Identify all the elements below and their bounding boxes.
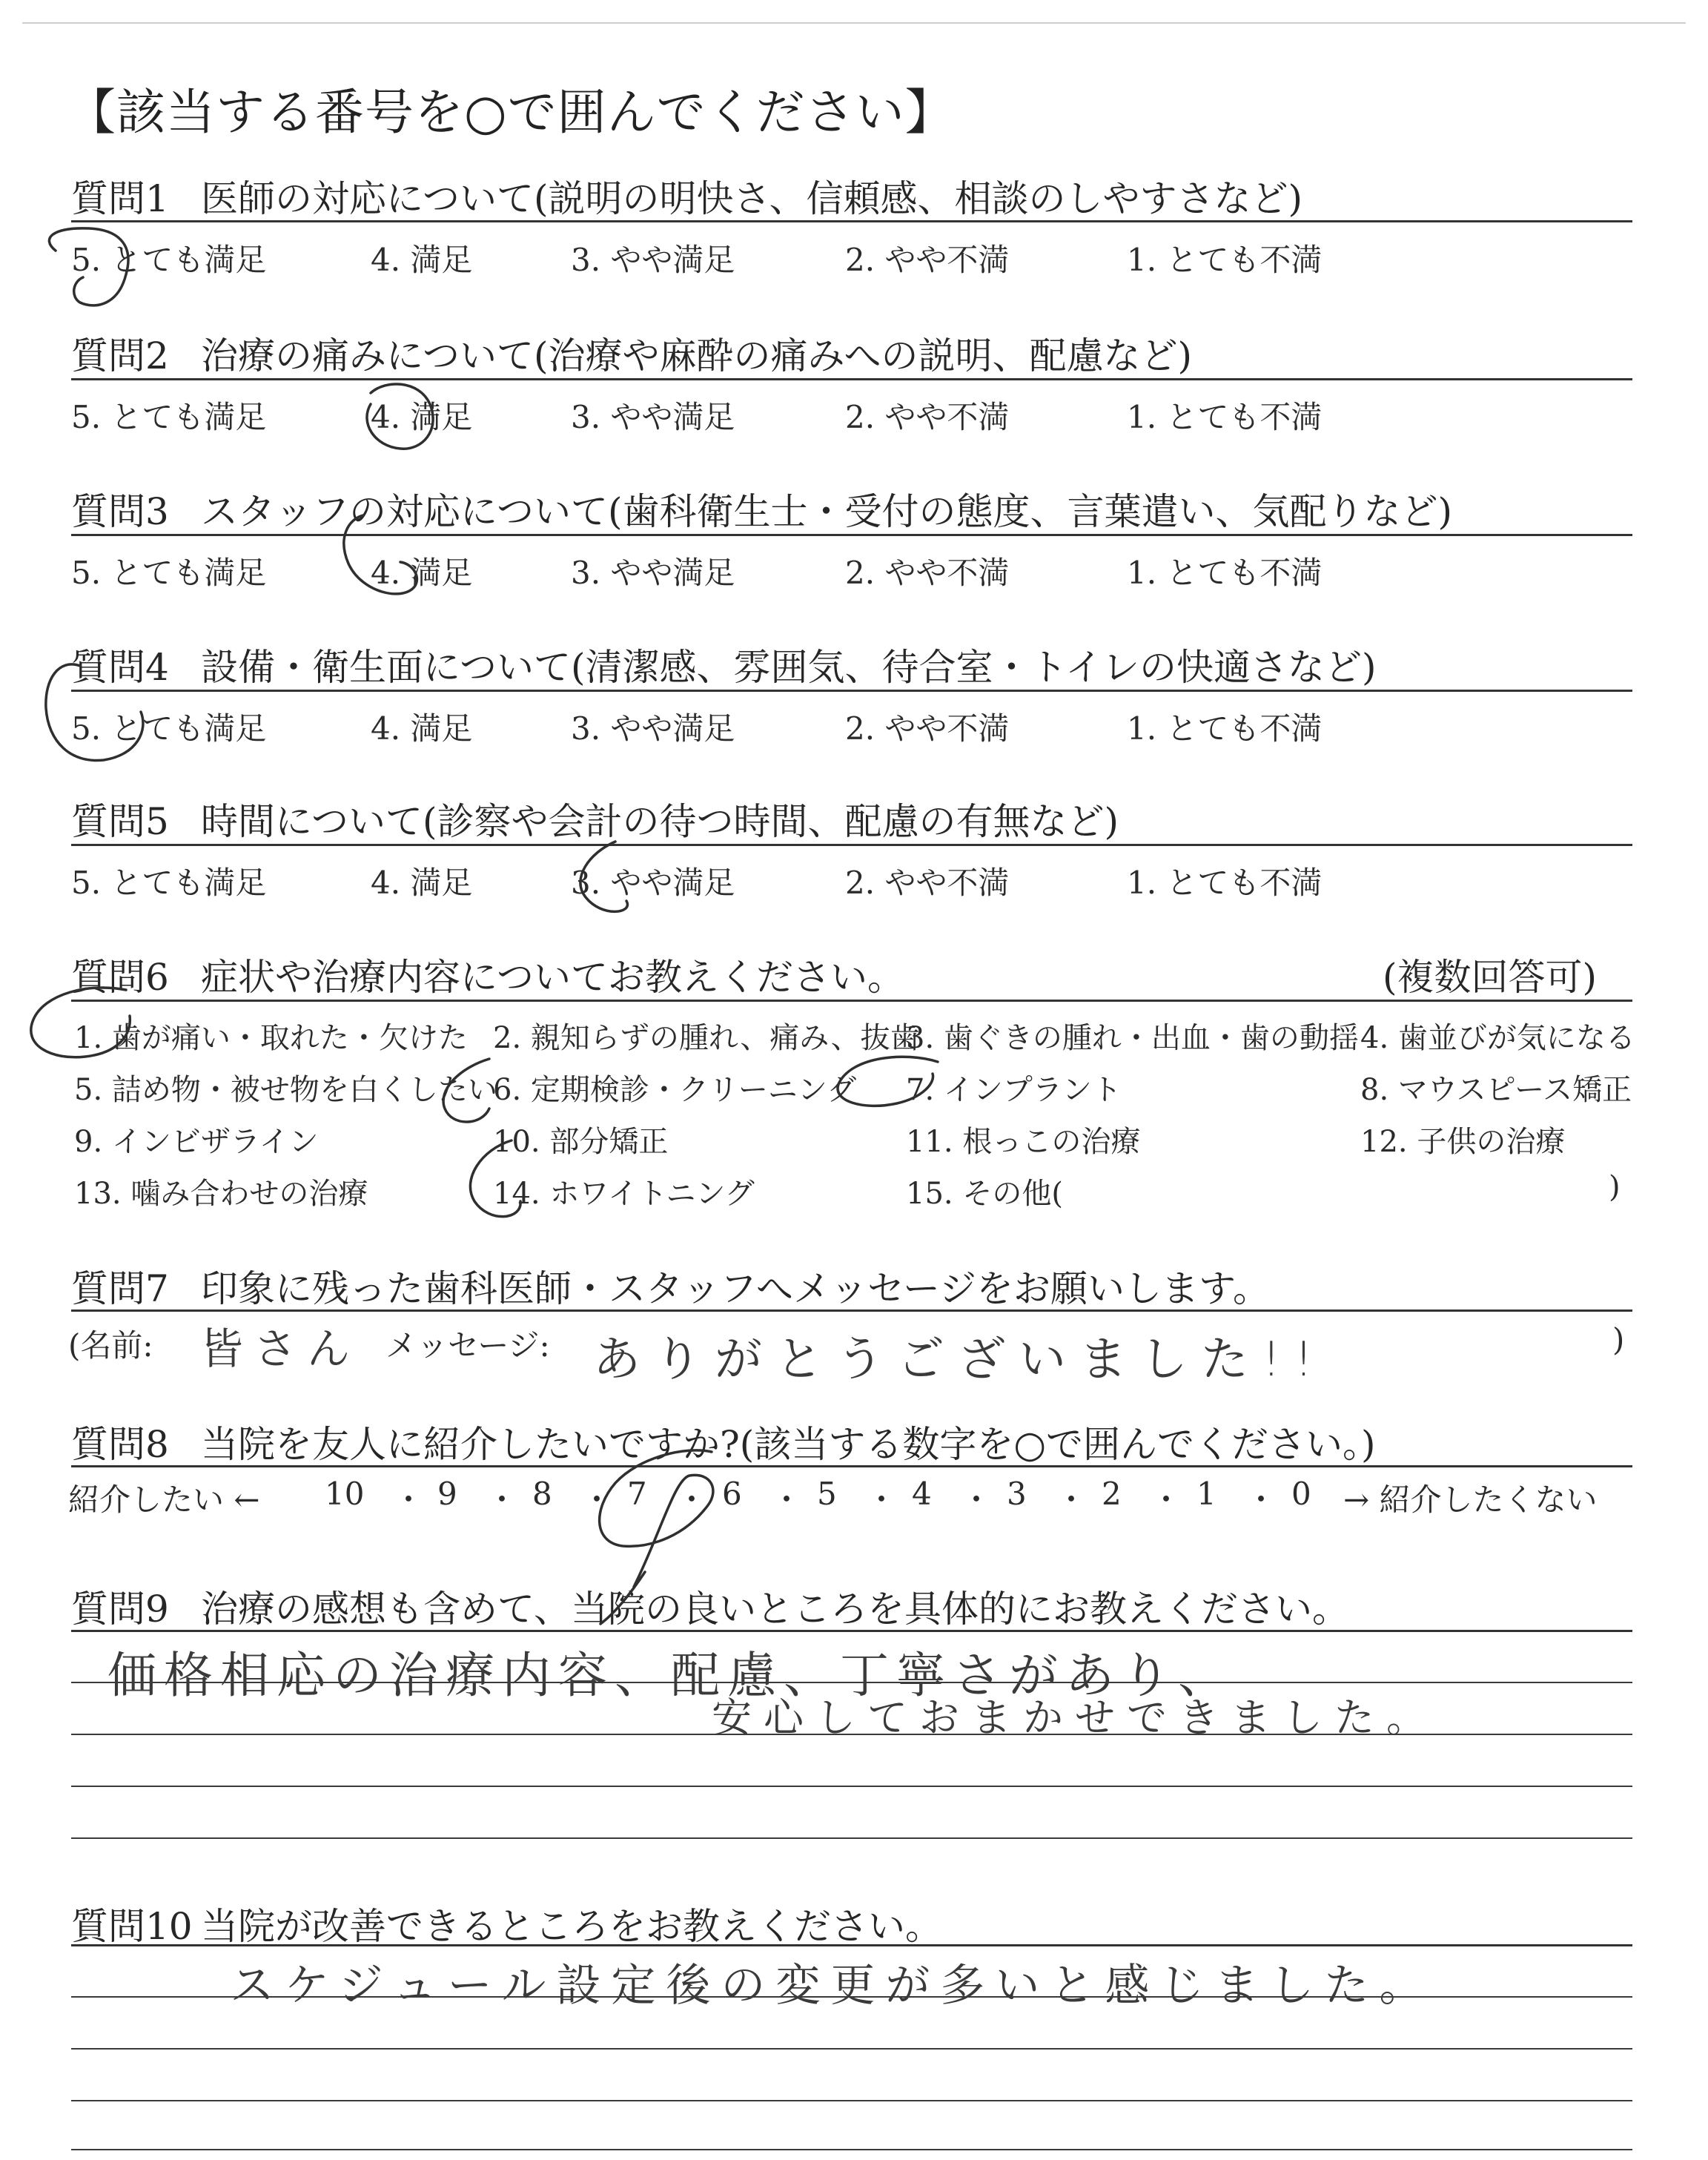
q2-option-3[interactable]: 3. やや満足 [571,399,735,435]
scale-dot: ・ [1245,1482,1277,1518]
question-text: 医師の対応について(説明の明快さ、信頼感、相談のしやすさなど) [201,177,1303,220]
question-9-heading [71,1579,1349,1633]
q5-option-2[interactable]: 2. やや不満 [845,865,1010,901]
q2-option-2[interactable]: 2. やや不満 [845,399,1010,435]
scale-0[interactable]: 0 [1291,1476,1311,1512]
scale-7[interactable]: 7 [627,1476,647,1512]
question-rule [71,378,1632,380]
q1-option-1[interactable]: 1. とても不満 [1127,242,1323,278]
message-close-paren: ) [1612,1321,1625,1358]
q9-handwritten-answer-line1[interactable]: 価格相応の治療内容、配慮、丁寧さがあり、 [107,1647,1234,1704]
recommend-left-label: 紹介したい ← [68,1482,260,1518]
question-2-heading [71,326,1192,380]
q6-item-11[interactable]: 11. 根っこの治療 [906,1125,1141,1159]
answer-line [71,1837,1632,1839]
question-8-heading [71,1415,1375,1468]
answer-line [71,2149,1632,2150]
q10-handwritten-answer-line1[interactable]: スケジュール設定後の変更が多いと感じました。 [230,1960,1434,2012]
scale-dot: ・ [676,1482,708,1518]
q4-option-5[interactable]: 5. とても満足 [71,710,267,747]
question-text: 時間について(診察や会計の待つ時間、配慮の有無など) [201,800,1119,843]
question-rule [71,690,1632,692]
scale-4[interactable]: 4 [912,1476,932,1512]
question-text: スタッフの対応について(歯科衛生士・受付の態度、言葉遣い、気配りなど) [201,490,1453,533]
question-rule [71,1944,1632,1946]
scale-2[interactable]: 2 [1102,1476,1122,1512]
question-5-heading [71,792,1119,845]
scale-dot: ・ [393,1482,425,1518]
scale-6[interactable]: 6 [722,1476,742,1512]
question-number: 質問1 [71,177,169,220]
question-10-heading [71,1897,942,1950]
question-rule [71,1000,1632,1002]
name-label: (名前: [68,1327,153,1364]
q3-option-3[interactable]: 3. やや満足 [571,555,735,591]
q6-item-8[interactable]: 8. マウスピース矯正 [1360,1073,1632,1107]
question-number: 質問7 [71,1267,169,1310]
q5-option-3[interactable]: 3. やや満足 [571,865,735,901]
scale-5[interactable]: 5 [817,1476,837,1512]
q5-option-5[interactable]: 5. とても満足 [71,865,267,901]
scale-3[interactable]: 3 [1007,1476,1027,1512]
message-handwritten-answer[interactable]: ありがとうございました!! [593,1332,1327,1387]
question-1-heading [71,169,1302,222]
question-number: 質問3 [71,490,169,533]
question-6-heading [71,948,904,1001]
q6-item-3[interactable]: 3. 歯ぐきの腫れ・出血・歯の動揺 [906,1021,1359,1055]
q6-item-2[interactable]: 2. 親知らずの腫れ、痛み、抜歯 [493,1021,920,1055]
q6-item-4[interactable]: 4. 歯並びが気になる [1360,1021,1635,1055]
question-text: 治療の感想も含めて、当院の良いところを具体的にお教えください。 [201,1588,1349,1631]
question-4-heading [71,638,1377,691]
q5-option-4[interactable]: 4. 満足 [371,865,473,901]
question-7-heading [71,1259,1270,1312]
q2-option-1[interactable]: 1. とても不満 [1127,399,1323,435]
instruction-header: 【該当する番号を○で囲んでください】 [67,84,955,141]
question-number: 質問6 [71,956,169,999]
question-rule [71,1630,1632,1632]
q6-item-1[interactable]: 1. 歯が痛い・取れた・欠けた [74,1021,468,1055]
question-number: 質問10 [71,1905,193,1948]
scale-1[interactable]: 1 [1196,1476,1217,1512]
q3-option-4[interactable]: 4. 満足 [371,555,473,591]
q1-option-5[interactable]: 5. とても満足 [71,242,267,278]
question-number: 質問9 [71,1588,169,1631]
q1-option-3[interactable]: 3. やや満足 [571,242,735,278]
q6-item-10[interactable]: 10. 部分矯正 [493,1125,669,1159]
scale-dot: ・ [581,1482,613,1518]
q4-option-4[interactable]: 4. 満足 [371,710,473,747]
q6-item-9[interactable]: 9. インビザライン [74,1125,319,1159]
q1-option-4[interactable]: 4. 満足 [371,242,473,278]
scale-dot: ・ [961,1482,993,1518]
question-text: 当院が改善できるところをお教えください。 [201,1905,942,1948]
question-number: 質問5 [71,800,169,843]
answer-line [71,1786,1632,1787]
q6-item-6[interactable]: 6. 定期検診・クリーニング [493,1073,857,1107]
q6-item-12[interactable]: 12. 子供の治療 [1360,1125,1566,1159]
question-text: 設備・衛生面について(清潔感、雰囲気、待合室・トイレの快適さなど) [201,646,1377,689]
q9-handwritten-answer-line2[interactable]: 安心しておまかせできました。 [712,1694,1438,1741]
answer-line [71,2048,1632,2050]
q6-item-7[interactable]: 7. インプラント [906,1073,1122,1107]
question-text: 印象に残った歯科医師・スタッフへメッセージをお願いします。 [201,1267,1270,1310]
multiple-answer-note: (複数回答可) [1382,956,1597,999]
question-rule [71,1465,1632,1467]
scale-dot: ・ [771,1482,803,1518]
q1-option-2[interactable]: 2. やや不満 [845,242,1010,278]
scale-dot: ・ [1151,1482,1182,1518]
scale-8[interactable]: 8 [532,1476,552,1512]
q4-option-3[interactable]: 3. やや満足 [571,710,735,747]
question-rule [71,844,1632,846]
q4-option-1[interactable]: 1. とても不満 [1127,710,1323,747]
question-rule [71,1309,1632,1312]
scale-dot: ・ [486,1482,518,1518]
question-number: 質問2 [71,334,169,377]
recommend-right-label: → 紹介したくない [1343,1482,1598,1518]
q6-item-14[interactable]: 14. ホワイトニング [493,1177,755,1211]
q6-item-15-close: ) [1609,1170,1621,1204]
question-text: 当院を友人に紹介したいですか?(該当する数字を○で囲んでください。) [201,1423,1376,1466]
q5-option-1[interactable]: 1. とても不満 [1127,865,1323,901]
q2-option-4[interactable]: 4. 満足 [371,399,473,435]
scale-10[interactable]: 10 [325,1476,365,1512]
question-rule [71,534,1632,536]
q6-item-5[interactable]: 5. 詰め物・被せ物を白くしたい [74,1073,497,1107]
question-text: 治療の痛みについて(治療や麻酔の痛みへの説明、配慮など) [201,334,1193,377]
q4-option-2[interactable]: 2. やや不満 [845,710,1010,747]
q6-item-15[interactable]: 15. その他( [906,1177,1063,1211]
page-top-border [22,22,1686,24]
question-3-heading [71,482,1452,535]
scale-dot: ・ [1056,1482,1088,1518]
question-rule [71,220,1632,222]
answer-line [71,2100,1632,2101]
question-text: 症状や治療内容についてお教えください。 [201,956,904,999]
q3-option-5[interactable]: 5. とても満足 [71,555,267,591]
q3-option-1[interactable]: 1. とても不満 [1127,555,1323,591]
q2-option-5[interactable]: 5. とても満足 [71,399,267,435]
message-label: メッセージ: [385,1327,550,1364]
scale-9[interactable]: 9 [437,1476,457,1512]
scale-dot: ・ [866,1482,898,1518]
name-handwritten-answer[interactable]: 皆さん [200,1324,361,1374]
q3-option-2[interactable]: 2. やや不満 [845,555,1010,591]
q6-item-13[interactable]: 13. 噛み合わせの治療 [74,1177,368,1211]
question-number: 質問8 [71,1423,169,1466]
question-number: 質問4 [71,646,169,689]
